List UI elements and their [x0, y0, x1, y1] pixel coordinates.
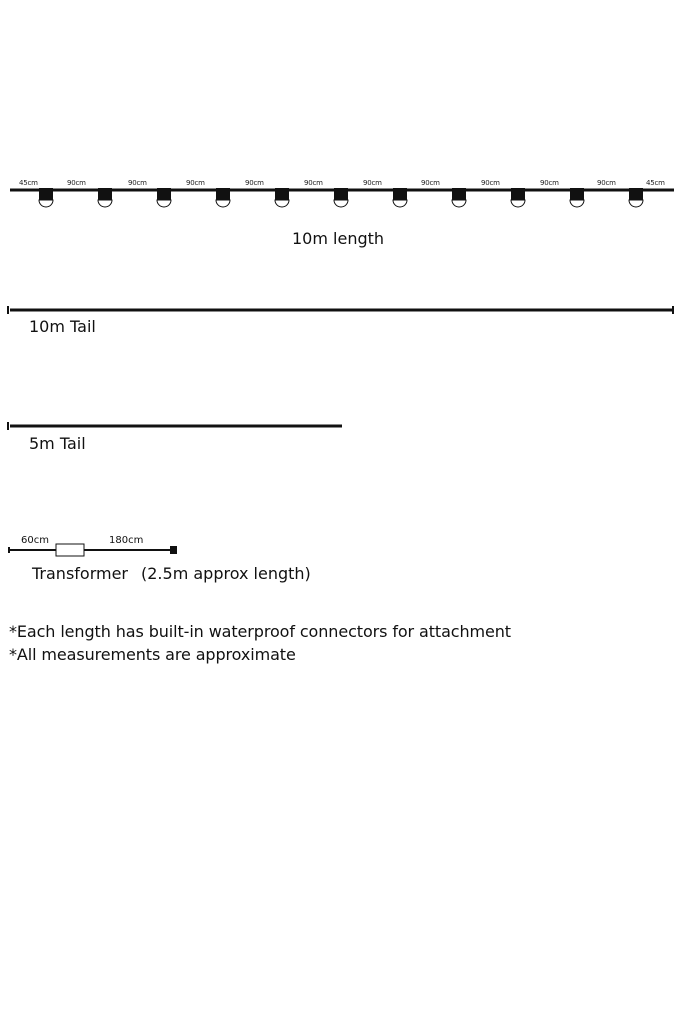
spacing-label: 90cm — [186, 179, 205, 187]
bulb-glass — [629, 200, 643, 207]
spacing-label: 45cm — [646, 179, 665, 187]
transformer-caption-note: (2.5m approx length) — [141, 564, 311, 583]
bulb — [511, 188, 525, 207]
bulb — [393, 188, 407, 207]
bulb-glass — [275, 200, 289, 207]
spacing-label: 90cm — [540, 179, 559, 187]
tail-5m-caption: 5m Tail — [29, 434, 86, 453]
bulb-glass — [334, 200, 348, 207]
bulb — [452, 188, 466, 207]
bulb-glass — [98, 200, 112, 207]
bulb-glass — [157, 200, 171, 207]
bulb — [275, 188, 289, 207]
spacing-label: 45cm — [19, 179, 38, 187]
string-caption: 10m length — [292, 229, 385, 248]
bulb-glass — [511, 200, 525, 207]
bulb — [216, 188, 230, 207]
bulb-glass — [216, 200, 230, 207]
transformer-caption: Transformer — [32, 564, 129, 583]
bulb-cap — [393, 188, 407, 200]
bulb-glass — [570, 200, 584, 207]
bulb-glass — [39, 200, 53, 207]
bulb-glass — [452, 200, 466, 207]
tail-10m-caption: 10m Tail — [29, 317, 96, 336]
transformer-left-label: 60cm — [21, 535, 49, 546]
bulb-cap — [275, 188, 289, 200]
bulb-cap — [157, 188, 171, 200]
bulb-cap — [570, 188, 584, 200]
bulb — [570, 188, 584, 207]
bulb-cap — [216, 188, 230, 200]
bulb — [157, 188, 171, 207]
spacing-label: 90cm — [597, 179, 616, 187]
spacing-label: 90cm — [421, 179, 440, 187]
transformer-plug — [170, 546, 177, 554]
spacing-label: 90cm — [363, 179, 382, 187]
bulb-glass — [393, 200, 407, 207]
bulb-cap — [39, 188, 53, 200]
transformer-box — [56, 544, 84, 556]
bulb-cap — [629, 188, 643, 200]
spacing-label: 90cm — [67, 179, 86, 187]
bulb — [334, 188, 348, 207]
bulb — [629, 188, 643, 207]
bulb-cap — [98, 188, 112, 200]
note-connectors: *Each length has built-in waterproof connectors for attachment — [9, 622, 511, 641]
bulb-cap — [511, 188, 525, 200]
bulb — [98, 188, 112, 207]
bulb-cap — [452, 188, 466, 200]
spacing-label: 90cm — [304, 179, 323, 187]
spacing-label: 90cm — [128, 179, 147, 187]
spacing-label: 90cm — [481, 179, 500, 187]
bulb — [39, 188, 53, 207]
transformer-right-label: 180cm — [109, 535, 144, 546]
bulb-cap — [334, 188, 348, 200]
spacing-label: 90cm — [245, 179, 264, 187]
note-approximate: *All measurements are approximate — [9, 645, 296, 664]
